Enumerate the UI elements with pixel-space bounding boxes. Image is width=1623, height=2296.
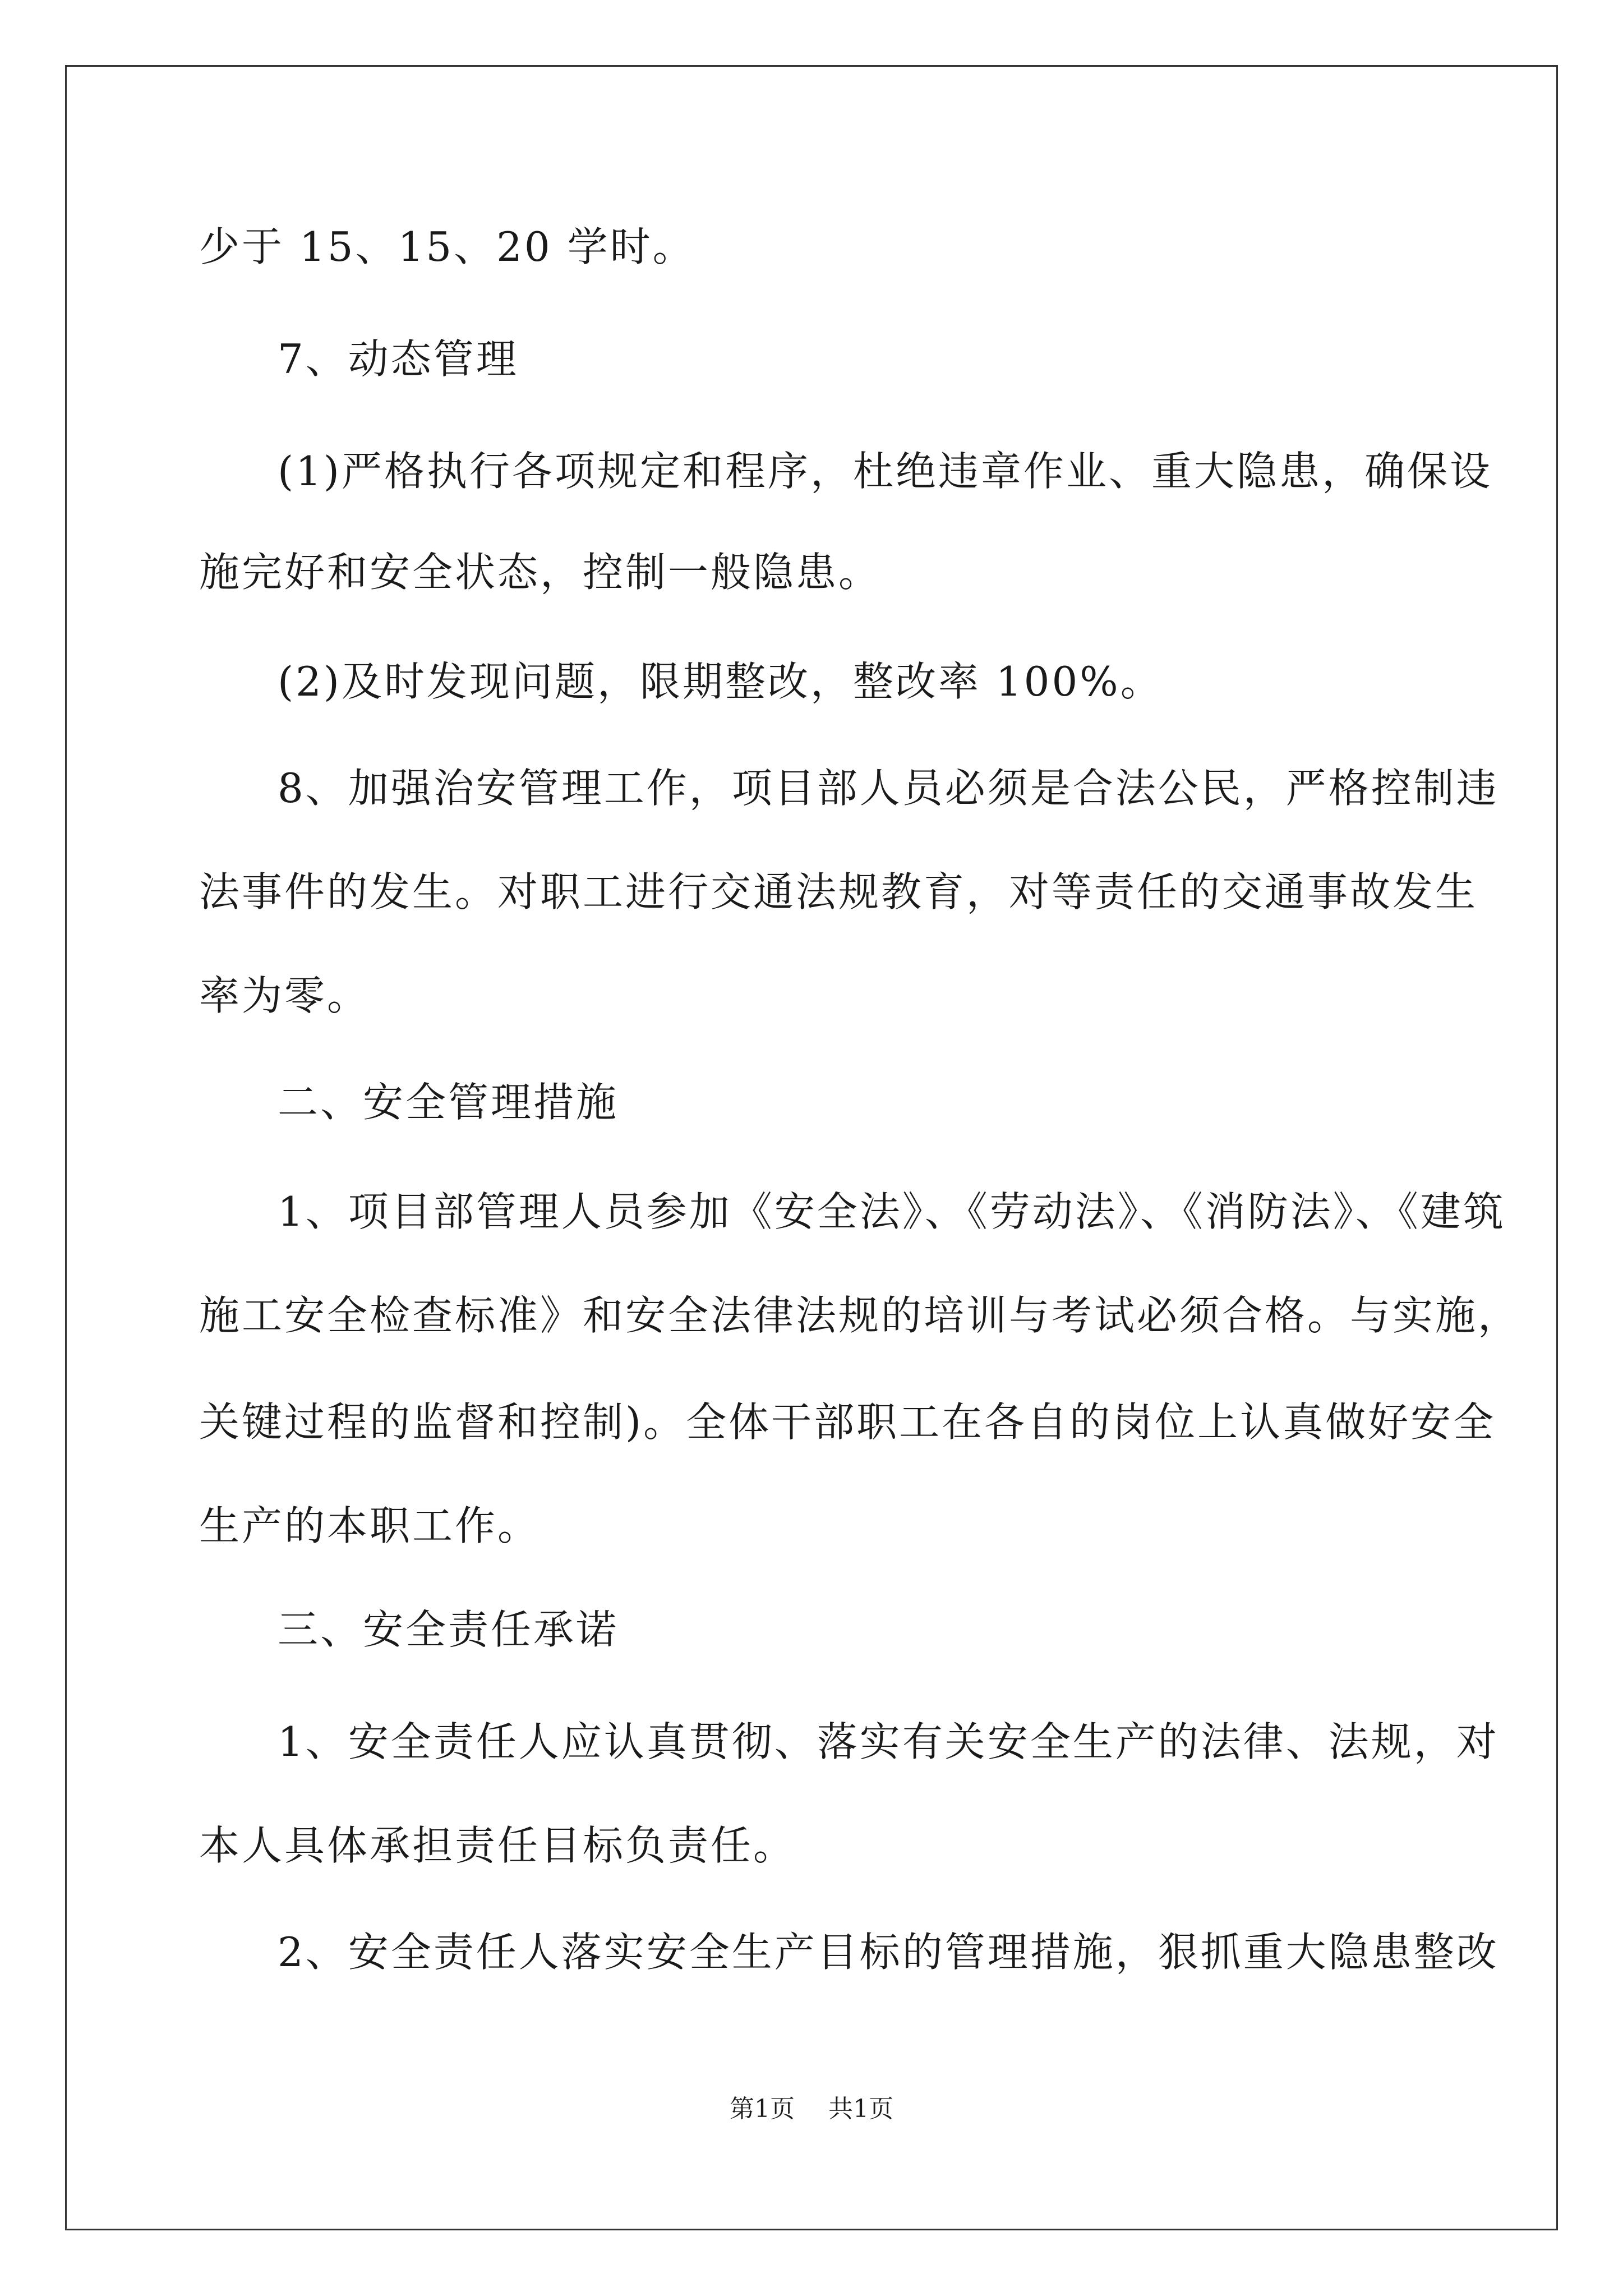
text-line: 1、项目部管理人员参加《安全法》、《劳动法》、《消防法》、《建筑 [278, 1188, 1506, 1235]
section-heading: 7、动态管理 [278, 335, 519, 383]
text-line: 生产的本职工作。 [199, 1502, 541, 1549]
page-number: 第1页 [730, 2095, 795, 2123]
text-line: 法事件的发生。对职工进行交通法规教育，对等责任的交通事故发生 [199, 868, 1478, 915]
text-line: 施完好和安全状态，控制一般隐患。 [199, 549, 882, 596]
text-line: 2、安全责任人落实安全生产目标的管理措施，狠抓重大隐患整改 [278, 1929, 1499, 1976]
section-heading: 三、安全责任承诺 [278, 1606, 619, 1653]
text-line: 关键过程的监督和控制)。全体干部职工在各自的岗位上认真做好安全 [199, 1398, 1496, 1446]
page-footer [0, 2092, 1623, 2126]
text-line: (1)严格执行各项规定和程序，杜绝违章作业、重大隐患，确保设 [278, 448, 1492, 495]
text-line: 施工安全检查标准》和安全法律法规的培训与考试必须合格。与实施， [199, 1292, 1521, 1339]
section-heading: 二、安全管理措施 [278, 1079, 619, 1126]
text-line: (2)及时发现问题，限期整改，整改率 100%。 [278, 658, 1163, 705]
text-line: 率为零。 [199, 972, 370, 1019]
text-line: 1、安全责任人应认真贯彻、落实有关安全生产的法律、法规，对 [278, 1718, 1499, 1765]
page-border [65, 65, 1558, 2230]
page-total: 共1页 [828, 2095, 893, 2123]
text-line: 少于 15、15、20 学时。 [199, 223, 695, 270]
text-line: 本人具体承担责任目标负责任。 [199, 1822, 796, 1869]
text-line: 8、加强治安管理工作，项目部人员必须是合法公民，严格控制违 [278, 765, 1499, 812]
